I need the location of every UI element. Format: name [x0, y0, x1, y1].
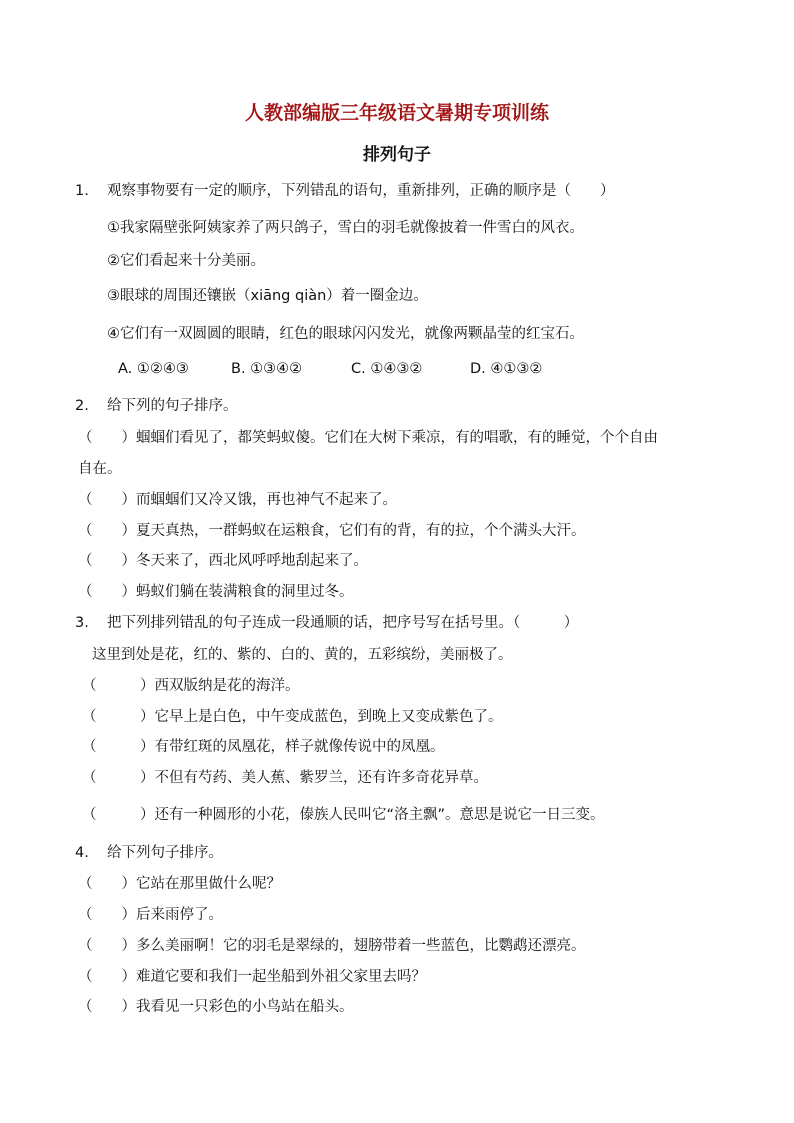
q1-sentence-3: ③眼球的周围还镶嵌（xiāng qiàn）着一圈金边。	[107, 288, 428, 304]
q3-item-3: （ ）有带红斑的凤凰花，样子就像传说中的凤凰。	[82, 739, 445, 755]
q1-option-b[interactable]: B. ①③④②	[231, 361, 303, 377]
q3-item-5: （ ）还有一种圆形的小花，傣族人民叫它“洛主飘”。意思是说它一日三变。	[82, 807, 605, 823]
q2-prompt: 给下列的句子排序。	[107, 398, 238, 414]
q4-item-4: （ ）难道它要和我们一起坐船到外祖父家里去吗？	[78, 969, 426, 985]
page-title: 人教部编版三年级语文暑期专项训练	[244, 102, 549, 124]
q1-prompt: 观察事物要有一定的顺序，下列错乱的语句，重新排列，正确的顺序是（ ）	[107, 183, 615, 199]
q2-item-1-cont: 自在。	[78, 461, 122, 477]
q1-option-d[interactable]: D. ④①③②	[470, 361, 543, 377]
q4-item-1: （ ）它站在那里做什么呢？	[78, 876, 281, 892]
section-subtitle: 排列句子	[363, 145, 431, 165]
q1-sentence-2: ②它们看起来十分美丽。	[107, 253, 265, 269]
q3-item-1: （ ）西双版纳是花的海洋。	[82, 678, 300, 694]
q2-item-5: （ ）蚂蚁们躺在装满粮食的洞里过冬。	[78, 584, 354, 600]
q2-number: 2.	[75, 398, 89, 414]
q1-sentence-4: ④它们有一双圆圆的眼睛，红色的眼球闪闪发光，就像两颗晶莹的红宝石。	[107, 326, 584, 342]
q4-number: 4.	[75, 845, 89, 861]
q4-item-3: （ ）多么美丽啊！它的羽毛是翠绿的，翅膀带着一些蓝色，比鹦鹉还漂亮。	[78, 938, 586, 954]
q3-item-2: （ ）它早上是白色，中午变成蓝色，到晚上又变成紫色了。	[82, 709, 503, 725]
q2-item-1: （ ）蝈蝈们看见了，都笑蚂蚁傻。它们在大树下乘凉，有的唱歌，有的睡觉，个个自由	[78, 430, 658, 446]
q3-intro: 这里到处是花，红的、紫的、白的、黄的，五彩缤纷，美丽极了。	[92, 647, 513, 663]
q2-item-4: （ ）冬天来了，西北风呼呼地刮起来了。	[78, 553, 368, 569]
q1-sentence-1: ①我家隔壁张阿姨家养了两只鸽子，雪白的羽毛就像披着一件雪白的风衣。	[107, 220, 584, 236]
q4-item-2: （ ）后来雨停了。	[78, 907, 223, 923]
q1-number: 1.	[75, 183, 89, 199]
q3-prompt: 把下列排列错乱的句子连成一段通顺的话，把序号写在括号里。（ ）	[107, 615, 579, 631]
q1-option-a[interactable]: A. ①②④③	[118, 361, 189, 377]
q4-item-5: （ ）我看见一只彩色的小鸟站在船头。	[78, 999, 354, 1015]
q3-number: 3.	[75, 615, 89, 631]
q2-item-2: （ ）而蝈蝈们又冷又饿，再也神气不起来了。	[78, 492, 397, 508]
q4-prompt: 给下列句子排序。	[107, 845, 223, 861]
q3-item-4: （ ）不但有芍药、美人蕉、紫罗兰，还有许多奇花异草。	[82, 770, 488, 786]
q1-option-c[interactable]: C. ①④③②	[351, 361, 423, 377]
q2-item-3: （ ）夏天真热，一群蚂蚁在运粮食，它们有的背，有的拉，个个满头大汗。	[78, 523, 586, 539]
